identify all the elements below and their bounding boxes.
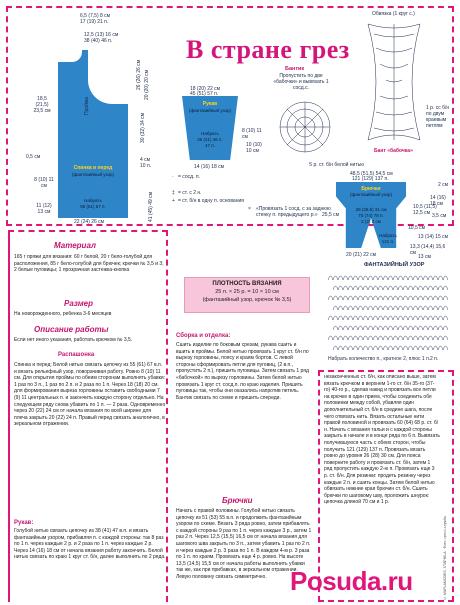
pants-body: Начать с правой половины. Голубой нитью связать цепочку из 51 (53) 55 в.п. и продолжить фантазийным узором по схеме. Вязать 3 ряда ровно, затем прибавлять с каждой стороны 9 раз по 1 п. через каждые 3 р., затем 1 раз 2 п. Через 12,5 (15,5) 16,5 см от начала вязания для шагового шва закрыть по 3 п., затем убавить 1 раз по 2 п. и через каждые 2 р. 3 раза по 1 п. В каждом 4-м р. 3 раза по 1 п. по краям. Провязать еще 4 р. ровно. На высоте 13,5 (14,5) 15,5 см от начала работы выполнить убавки так же, как при прибавках, в зеркальном отражении. Левую половину связать симметрично. xyxy=(176,508,312,580)
materials-heading: Материал xyxy=(54,241,96,250)
front-dim-bottom: 22 (24) 26 см xyxy=(74,219,105,225)
legend-text-2: = ст. б/н в одну п. основания xyxy=(178,198,244,204)
lining-heading: Распашонка xyxy=(58,352,95,358)
front-dim-left-b: 8 (10) 11 см xyxy=(34,177,54,189)
sleeve-dim-right-b: 10 (10) 10 см xyxy=(246,142,262,154)
pants-mid-c: 2 (2) 2 см xyxy=(361,219,381,224)
sleeve-dim-top: 18 (20) 22 см xyxy=(190,86,221,92)
legend-sym-3: ‡ xyxy=(172,190,175,196)
watermark: Posuda.ru xyxy=(290,566,413,596)
pants-sub: (фантазийный узор) xyxy=(350,192,392,197)
sleeve-dim-bottom: 14 (16) 18 см xyxy=(194,164,225,170)
front-dim-left-c: 11 (12) 13 см xyxy=(36,203,52,215)
front-dim-h4: 4 см xyxy=(140,157,151,163)
front-dim-top-outer-b: 17 (19) 21 п. xyxy=(80,19,109,25)
bow-desc: Пропустить по две «бабочки» и вывязать 1 сосд.с. xyxy=(273,73,329,91)
pants-dim-h8: 25,5 см xyxy=(322,212,340,218)
sleeve-dim-top-b: 45 (51) 57 п. xyxy=(190,91,219,97)
front-dim-top-inner-b: 38 (40) 46 п. xyxy=(84,38,113,44)
assembly-heading: Сборка и отделка: xyxy=(176,333,231,339)
sleeve-set-value: 36 (41) 46 п. xyxy=(197,137,223,142)
pattern-title: ФАНТАЗИЙНЫЙ УЗОР xyxy=(364,262,425,268)
front-side-label: Пройма xyxy=(84,96,90,115)
front-dim-top-outer: 6,5 (7,5) 8 см xyxy=(80,13,111,19)
size-heading: Размер xyxy=(64,299,94,308)
materials-body: 165 г пряжи для вязания: 60 г белой, 20 г бело-голубой для расположения, 85 г бело-голубой для брючек; крючки № 3,5 и 3; 2 белые пуговицы; 1 прозрачная застежка-кнопка xyxy=(14,254,164,274)
size-body: На новорожденного, ребенка 3-6 месяцев xyxy=(14,311,112,317)
front-dim-h3: 20 (20) 20 см xyxy=(144,69,150,100)
front-set-label: Набрать xyxy=(84,198,102,203)
finish-body: незаконченных ст. б/н, как описано выше, затем вязать крючком в верхнем 1-го ст. б/н 35-го (37-го) 40-го р., сделав накид и провязать все петли на крючке в один прием, чтобы соединить обе половинки между собой, убавляя один дополнительный ст. б/н в средине шага, после чего отвязать нить. Вязать остальные нити правой половиной и провязать 60 (64) 68 р. ст. б/н. Начать с вязания тальи и с каждой стороны закрыть в начале и в конце ряда по 6 п. Вывязать получившуюся часть с обеих сторон, чтобы получить 121 (129) 137 п. Провязать вязать ровно до уровня 26 (28) 30 см. Для пояса поверните работу и провязать ст. б/н, затем 1 ряд пропустить каждую 2-ю п. Провязать еще 3 р. ст. б/н. Для резинки: продеть резинку через каждые 2 п. и сшить концы. Затем белой нитью обвязать нижние края брючин ст. б/н. Сшить брючки по шаговому шву, проложить шнурок: цепочка длиной 70 см и 1 р. xyxy=(324,374,440,506)
ribbon-chart xyxy=(364,18,424,146)
tension-title: ПЛОТНОСТЬ ВЯЗАНИЯ xyxy=(212,281,282,287)
sleeve-set-value-b: 47 п. xyxy=(205,143,215,148)
front-dim-left-e: 41 (45) 49 см xyxy=(148,191,154,222)
pants-mid: 28 (28,5) 31 см xyxy=(355,207,387,212)
front-panel-sub: (фантазийный узор) xyxy=(72,172,114,177)
pattern-chart xyxy=(326,272,448,352)
bow-chart xyxy=(274,96,336,158)
ribbon-loop-label: Обвязка (1 круг с.) xyxy=(372,11,415,17)
bow-label: Бантик xyxy=(285,66,305,72)
tension-value: 25 п. × 25 р. = 10 × 10 см xyxy=(215,289,279,295)
tension-sub: (фантазийный узор, крючок № 3,5) xyxy=(202,297,292,303)
sleeves-body: Голубой нитью связать цепочку из 38 (41) 47 в.п. и вязать фантазийным узором, прибавляя п. с каждой стороны: так 8 раз по 1 п. через каждые 2 р. и 2 раза по 1 п. через каждые 2 р. Через 14 (16) 18 см от начала вязания работу закончить. Белой нитью связать по краю 1 круг ст. б/н, далее выполнить по 2 ряда. xyxy=(14,528,166,561)
front-dim-left-a: 0,5 см xyxy=(26,154,41,160)
sleeves-heading: Рукав: xyxy=(14,520,34,526)
legend-sym-2: + xyxy=(172,198,175,204)
pants-dim-h2: 14 (16) 18 см xyxy=(430,195,446,207)
front-dim-h2: 26 (26) 26 см xyxy=(136,59,142,90)
assembly-body: Сшить изделие по боковым срезам, рукава сшить и вшить в проймы. Белой нитью провязать 1 круг ст. б/н по вырезу горловины, поясу и краям бортов. С левой стороны сформировать петли для пуговиц, (2 в.п., пропустить 2 п.), пришить пуговицы. Затем связать 1 ряд «бабочкой» по вырезу горловины. Затем белой нитью провязать 1 круг ст. сосд.п. по краю изделия. Пришить пуговицы так, чтобы они оказались напротив петель. Бантик связать по схеме и пришить спереди. xyxy=(176,342,309,401)
pants-dim-h4: 13,3 (14,4) 15,6 см xyxy=(410,244,446,256)
front-set-value: 55 (61) 67 п. xyxy=(80,204,106,209)
bow-chart-marks xyxy=(280,102,330,152)
pants-set-value: 121 п. xyxy=(381,239,395,244)
pants-mid-b: 70 (74) 78 п. xyxy=(358,213,384,218)
work-heading: Описание работы xyxy=(34,325,109,334)
pants-heading: Брючки xyxy=(222,496,253,505)
ribbon-chart-marks xyxy=(368,24,420,140)
sleeve-dim-right: 8 (10) 11 см xyxy=(242,128,262,140)
tension-box xyxy=(184,277,310,313)
front-dim-top-inner: 12,5 (13) 16 см xyxy=(84,32,119,38)
page-title: В стране грез xyxy=(186,35,350,64)
front-panel-label: Спинка и перед xyxy=(73,165,113,171)
pants-dim-h6: 10,5 см xyxy=(408,225,426,231)
lining-body: Спинка и перед: Белой нитью связать цепочку из 55 (61) 67 в.п. и вязать рельефный узор, поворачивая работу. Ровно 8 (10) 11 см. Для открытия проймы по обеим сторонам выполнять убавки: 1 раз по 3 п., 1 раз по 2 п. и 2 раза по 1 п. Через 18 (18) 20 см. для формирования выреза горловины оставить свободными 7 (9) 11 центральных п. и закончить каждую сторону отдельно. На следующем ряду снова убавить по 1 п. — 2 раза. Одновременно через 20 (22) 24 см от начала вязания по всей ширине для плеча закрыть 20 (22) 24 п. Правый перед связать аналогично, в зеркальном отражении. xyxy=(14,362,166,428)
pants-dim-h5: 10,5 (11,5) 12,5 см xyxy=(413,204,437,216)
sleeve-sub: (фантазийный узор) xyxy=(189,108,231,113)
front-dim-h1: 18,5 (21,5) 23,5 см xyxy=(33,96,51,114)
front-dim-left-d: 30 (32) 34 см xyxy=(140,112,146,143)
front-dim-h5: 10 п. xyxy=(140,163,152,169)
pants-dim-bottom: 20 (21) 22 см xyxy=(346,252,377,258)
sleeve-label: Рукав xyxy=(202,101,218,107)
legend-sym-1: · xyxy=(172,174,174,180)
legend-text-3: = ст. с 2 н. xyxy=(178,190,202,196)
pants-dim-h1: 2 см xyxy=(438,182,449,188)
armhole-cut xyxy=(88,50,128,104)
pants-dim-side: 13 см xyxy=(418,254,431,260)
work-body: Если нет иного указания, работать крючком № 3,5. xyxy=(14,337,133,343)
pattern-caption: Набрать количество п., кратное 2, плюс 1 п. xyxy=(328,356,431,362)
sleeve-set-label: Набрать xyxy=(201,131,219,136)
legend-text-1: = сосд. п. xyxy=(178,174,200,180)
pants-dim-h3: 13 (14) 15 см xyxy=(418,234,449,240)
pattern-repeat: 2 п. xyxy=(430,356,439,362)
legend-sym-4: × xyxy=(248,206,251,212)
pants-label: Брючки xyxy=(361,186,381,192)
photo-credit: © MAPLAMODES, STÄPHILA · Фото: пресс-служба xyxy=(443,516,447,600)
pants-set-label: Набрать xyxy=(379,233,397,238)
ribbon-right-label: 1 р. сс б/н по двум краевым петлям xyxy=(426,105,450,129)
pants-dim-top: 48,5 (51,5) 54,5 см xyxy=(350,171,393,177)
legend-text-4: «Провязать 1 сосд. с за заднюю стенку п. предыдущего р.» xyxy=(256,206,331,218)
ribbon-sub: 5 р. ст. б/н белой нитью xyxy=(309,162,364,168)
pants-dim-h7: 3,5 см xyxy=(432,213,447,219)
ribbon-name: Бант «бабочка» xyxy=(374,148,413,154)
pants-dim-top-b: 121 (129) 137 п. xyxy=(352,176,389,182)
